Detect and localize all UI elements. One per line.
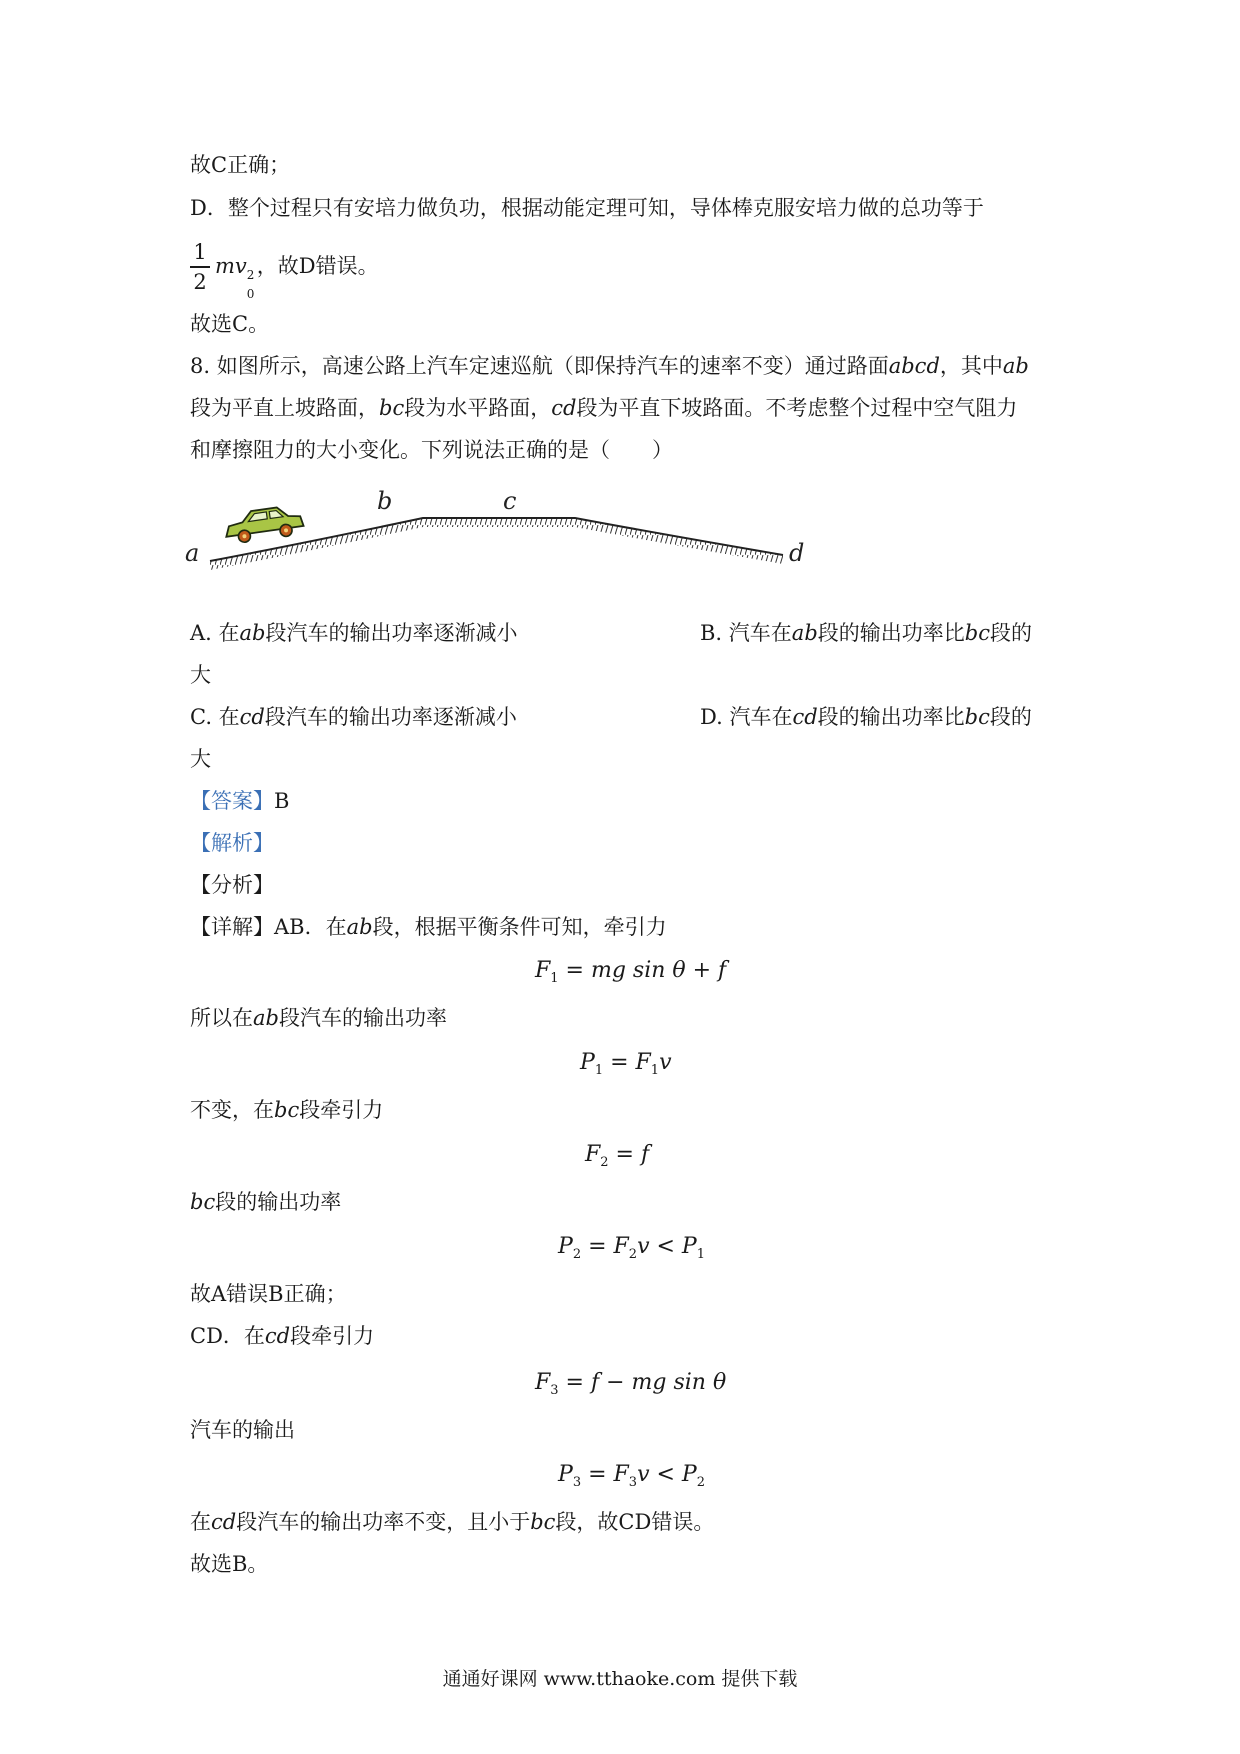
option-var: ab <box>239 621 266 645</box>
detail-text: 不变，在 <box>190 1098 274 1122</box>
detail-var: cd <box>211 1510 237 1534</box>
option-text: 段的 <box>989 621 1032 645</box>
equation-p1 <box>580 1050 672 1078</box>
detail-text: 段的输出功率 <box>215 1190 342 1214</box>
detail-var: ab <box>346 915 373 939</box>
equation-p2 <box>558 1234 705 1262</box>
eq-mid-sub: 3 <box>628 1475 638 1490</box>
label-a: a <box>185 539 200 567</box>
eq-mid-sub: 2 <box>628 1247 638 1262</box>
option-text: 段汽车的输出功率逐渐减小 <box>264 705 517 729</box>
eq-mid: = F <box>603 1050 651 1075</box>
detail-line-2 <box>190 1004 447 1032</box>
option-a <box>190 619 518 647</box>
detail-line-7: 汽车的输出 <box>190 1418 295 1442</box>
formula-velocity: v <box>234 254 247 278</box>
formula-m-v0-squared <box>215 252 379 301</box>
equation-p3 <box>558 1462 705 1490</box>
option-text: 段的 <box>989 705 1032 729</box>
detail-line-9: 故选B。 <box>190 1552 269 1576</box>
eq-mid-sub: 1 <box>650 1063 660 1078</box>
option-var: bc <box>964 705 990 729</box>
answer-value: B <box>274 789 290 813</box>
q8-text: 8. 如图所示，高速公路上汽车定速巡航（即保持汽车的速率不变）通过路面 <box>190 354 889 378</box>
eq-mid: = F <box>581 1462 629 1487</box>
eq-lhs: F <box>585 1142 601 1167</box>
question-8-line-3: 和摩擦阻力的大小变化。下列说法正确的是（ ） <box>190 438 673 462</box>
option-var: cd <box>239 705 265 729</box>
detail-var: bc <box>190 1190 216 1214</box>
eq-lhs-sub: 2 <box>600 1155 609 1170</box>
eq-lhs: F <box>535 1370 551 1395</box>
detail-line-6 <box>190 1322 374 1350</box>
option-var: ab <box>791 621 818 645</box>
equation-f1 <box>535 958 726 986</box>
eq-lhs-sub: 3 <box>572 1475 582 1490</box>
option-text: 段汽车的输出功率逐渐减小 <box>265 621 518 645</box>
detail-text: 段，根据平衡条件可知，牵引力 <box>372 915 667 939</box>
q8-var-abcd: abcd <box>888 354 940 378</box>
eq-lhs-sub: 2 <box>572 1247 582 1262</box>
detail-line-1 <box>190 913 667 941</box>
option-text: A. 在 <box>190 621 240 645</box>
answer-label: 【答案】 <box>190 789 274 813</box>
eq-lhs-sub: 1 <box>594 1063 604 1078</box>
detail-text: 【详解】AB．在 <box>190 915 347 939</box>
detail-text: 段汽车的输出功率不变，且小于 <box>236 1510 531 1534</box>
answer-line <box>190 787 289 815</box>
fraction-one-half <box>190 240 210 294</box>
eq-rhs: = mg sin θ + f <box>558 958 727 983</box>
road-figure <box>185 485 805 570</box>
formula-sup: 2 <box>246 268 255 282</box>
detail-line-3 <box>190 1096 383 1124</box>
detail-text: 在 <box>190 1510 211 1534</box>
text-choose-c: 故选C。 <box>190 312 270 336</box>
equation-f3 <box>535 1370 726 1398</box>
detail-text: 段，故CD错误。 <box>555 1510 715 1534</box>
car-icon <box>223 504 304 545</box>
detail-var: cd <box>264 1324 291 1348</box>
fenxi-label: 【分析】 <box>190 873 274 897</box>
eq-lhs-sub: 3 <box>550 1383 559 1398</box>
equation-f2 <box>585 1142 649 1170</box>
eq-rhs-sub: 2 <box>696 1475 705 1490</box>
detail-text: 段汽车的输出功率 <box>278 1006 447 1030</box>
eq-lhs: P <box>558 1462 573 1487</box>
option-c <box>190 703 517 731</box>
eq-lhs-sub: 1 <box>550 971 559 986</box>
eq-mid: = F <box>581 1234 629 1259</box>
detail-text: CD．在 <box>190 1324 265 1348</box>
option-b <box>700 619 1032 647</box>
text-d-wrong: ，故D错误。 <box>256 254 379 278</box>
question-8-line-1 <box>190 352 1029 380</box>
label-c: c <box>503 487 517 515</box>
eq-lhs: P <box>558 1234 573 1259</box>
detail-var: ab <box>253 1006 279 1030</box>
fraction-denominator: 2 <box>193 270 207 294</box>
q8-text: 段为水平路面， <box>404 396 552 420</box>
q8-var-ab: ab <box>1002 354 1029 378</box>
text-c-correct: 故C正确； <box>190 153 291 177</box>
question-8-line-2 <box>190 394 1017 422</box>
eq-rhs: v < P <box>637 1462 697 1487</box>
option-text: 段的输出功率比 <box>817 621 965 645</box>
option-text: C. 在 <box>190 705 240 729</box>
label-b: b <box>377 487 393 515</box>
detail-line-5: 故A错误B正确； <box>190 1282 347 1306</box>
label-d: d <box>789 539 805 567</box>
analysis-label: 【解析】 <box>190 831 274 855</box>
formula-mass: m <box>215 254 235 278</box>
fraction-numerator: 1 <box>193 240 207 264</box>
eq-lhs: P <box>580 1050 595 1075</box>
detail-text: 所以在 <box>190 1006 253 1030</box>
option-text: 段的输出功率比 <box>817 705 965 729</box>
option-var: cd <box>792 705 818 729</box>
q8-text: 段为平直下坡路面。不考虑整个过程中空气阻力 <box>576 396 1018 420</box>
q8-var-bc: bc <box>379 396 405 420</box>
detail-text: 段牵引力 <box>299 1098 384 1122</box>
eq-rhs: = f <box>608 1142 650 1167</box>
option-b-wrap: 大 <box>190 663 211 687</box>
detail-line-4 <box>190 1188 341 1216</box>
detail-text: 段牵引力 <box>290 1324 375 1348</box>
detail-var: bc <box>530 1510 556 1534</box>
text-option-d-explanation: D．整个过程只有安培力做负功，根据动能定理可知，导体棒克服安培力做的总功等于 <box>190 196 984 220</box>
eq-rhs: = f − mg sin θ <box>558 1370 727 1395</box>
option-text: B. 汽车在 <box>700 621 792 645</box>
q8-text: ，其中 <box>939 354 1003 378</box>
detail-var: bc <box>274 1098 300 1122</box>
option-var: bc <box>964 621 990 645</box>
formula-sub: 0 <box>246 287 255 301</box>
detail-line-8 <box>190 1508 714 1536</box>
option-text: D. 汽车在 <box>700 705 793 729</box>
eq-lhs: F <box>535 958 551 983</box>
option-d <box>700 703 1032 731</box>
q8-text: 段为平直上坡路面， <box>190 396 379 420</box>
page-footer: 通通好课网 www.tthaoke.com 提供下载 <box>442 1668 798 1690</box>
q8-var-cd: cd <box>551 396 577 420</box>
fraction-bar <box>190 266 210 268</box>
eq-rhs: v < P <box>637 1234 697 1259</box>
eq-rhs-sub: 1 <box>696 1247 705 1262</box>
eq-rhs: v <box>659 1050 672 1075</box>
option-d-wrap: 大 <box>190 747 211 771</box>
